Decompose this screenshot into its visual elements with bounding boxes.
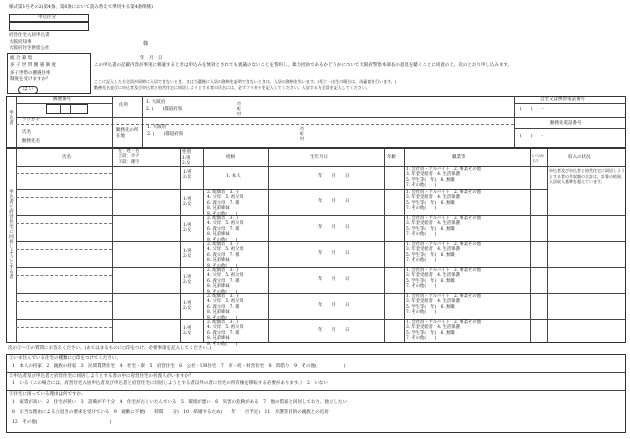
row4-occupation[interactable]: 1. 会社員・アルバイト 2. 事業その他 3. 年金受給者 4. 生活保護 5. 学生等( 年) 6. 無職 7. その他( ): [406, 242, 481, 264]
col-income-header: 収入の状況: [568, 155, 591, 160]
q3-line1[interactable]: 1 家賃が高い 2 住宅が狭い 3 設備が不十分 4 住宅が古くいたんでいる 5 環境が悪い 6 災害の危険がある 7 他の借家と同居しており、独立したい: [12, 400, 348, 405]
row7-occupation[interactable]: 1. 会社員・アルバイト 2. 事業その他 3. 年金受給者 4. 生活保護 5. 学生等( 年) 6. 無職 7. その他( ): [406, 320, 481, 342]
household-side-label: 申込者と府営住宅に同居しようとする者: [9, 190, 14, 280]
row2-occupation[interactable]: 1. 会社員・アルバイト 2. 事業その他 3. 年金受給者 4. 生活保護 5. 学生等( 年) 6. 無職 7. その他( ): [406, 190, 481, 212]
col-applied-header: いつから?: [532, 153, 544, 163]
income-note: 申込者及び申込者と府営住宅に同居しようとする者の月収額の合計は、計算の結果、入居収入基準を超えています。: [549, 168, 625, 184]
row5-sex[interactable]: 1:男 2:女: [183, 275, 192, 286]
row3-occupation[interactable]: 1. 会社員・アルバイト 2. 事業その他 3. 年金受給者 4. 生活保護 5. 学生等( 年) 6. 無職 7. その他( ): [406, 216, 481, 238]
row7-relation[interactable]: 2. 配偶者 3. 子 4. 父母 5. 祖父母 6. 義父母 7. 孫 8. 兄弟姉妹 9. その他( ): [207, 320, 244, 347]
row2-relation[interactable]: 2. 配偶者 3. 子 4. 父母 5. 祖父母 6. 義父母 7. 孫 8. 兄弟姉妹 9. その他( ): [207, 190, 244, 217]
workplace-option-2[interactable]: 2. ( )都道府県: [147, 132, 184, 137]
row3-relation[interactable]: 2. 配偶者 3. 子 4. 父母 5. 祖父母 6. 義父母 7. 孫 8. 兄弟姉妹 9. その他( ): [207, 216, 244, 243]
col-sex-header-options: 1:男 2:女: [182, 156, 191, 167]
q3-title: ③住宅に困っている理由は何ですか。: [9, 392, 86, 397]
addressee-line3: 大阪府住宅供給公社: [9, 46, 50, 51]
addressee-line2: 大阪府知事: [9, 40, 32, 45]
row6-birth[interactable]: 年 月 日: [318, 303, 350, 308]
row6-sex[interactable]: 1:男 2:女: [183, 301, 192, 312]
row1-sex[interactable]: 1:男 2:女: [183, 170, 192, 181]
row4-birth[interactable]: 年 月 日: [318, 251, 350, 256]
pledge-3: 勤務先名並びに申込者及び申込者と府営住宅に同居しようとする者の氏名には、必ずフリガナを記入してください。入居する方全員を記入してください。: [94, 85, 370, 90]
col-relation-header: 続柄: [226, 155, 235, 160]
pledge-2: ここに記入した方全員が同時に入居できないとき、又は当選後に入居の資格を証明できないときは、入居の資格を失います。(死亡・出生の場合は、再審査を行います。): [94, 79, 397, 84]
questions-intro: 次の①～③の質問にお答えください。(あてはまるものに○印をつけ、必要事項を記入してください。): [8, 346, 212, 351]
applicant-side-label: 申込者: [9, 111, 14, 126]
address-label: 住所: [119, 103, 128, 108]
address-option-1[interactable]: 1. 大阪府: [146, 100, 166, 105]
pledge-1: この申込書の記載内容が事実に相違するときは申込みを無効とされても異議のないことを誓約し、暴力団員であるかどうかについて大阪府警察本部長の意見を聴くことに同意の上、次のとおり申し込みます。: [94, 63, 513, 68]
addressee-line1: 府営住宅入居申込書: [9, 33, 50, 38]
form-title: 様式第1号その2(第4条、第6条において読み替えて準用する第4条関係): [9, 5, 153, 10]
col-age-header: 年齢: [387, 155, 396, 160]
row7-sex[interactable]: 1:男 2:女: [183, 326, 192, 337]
workplace-city-label: 市町村: [300, 126, 304, 141]
row6-occupation[interactable]: 1. 会社員・アルバイト 2. 事業その他 3. 年金受給者 4. 生活保護 5. 学生等( 年) 6. 無職 7. その他( ): [406, 294, 481, 316]
phone-work-label: 勤務先電話番号: [550, 121, 582, 126]
row5-occupation[interactable]: 1. 会社員・アルバイト 2. 事業その他 3. 年金受給者 4. 生活保護 5. 学生等( 年) 6. 無職 7. その他( ): [406, 268, 481, 290]
q1-options[interactable]: 1 本人の持家 2 親族の持家 3 民間賃貸住宅 4 社宅・寮 5 府営住宅 6 公社・UR住宅 7 市・町・村営住宅 8 間借り 9 その他( ): [12, 364, 346, 369]
workplace-label: 勤務先の所在地: [116, 128, 139, 139]
employer-label: 勤務先名: [22, 139, 40, 144]
col-furigana-note: 左：姓・名 上段：カナ 下段：漢字: [118, 149, 140, 165]
row7-birth[interactable]: 年 月 日: [318, 328, 350, 333]
col-occupation-header: 職業等: [452, 155, 466, 160]
preference-line2: 多 子 世 帯 優 遇 制 度: [10, 63, 57, 68]
addressee-honorific: 様: [143, 41, 149, 47]
furigana-label: フリガナ: [22, 118, 40, 123]
applicant-category-label: 申込区分: [38, 14, 56, 20]
row5-birth[interactable]: 年 月 日: [318, 277, 350, 282]
address-city-label: 市町村: [237, 101, 241, 116]
q2-title: ②申込者及び申込者と府営住宅に同居しようとする者の中に府営住宅の名義人がいますか？: [9, 374, 194, 379]
q1-title: ①いま住んでいる住宅の種類に○印をつけてください。: [9, 356, 121, 361]
phone-work-field[interactable]: ( ) -: [520, 134, 544, 139]
row1-relation: 1. 本人: [226, 174, 241, 179]
row4-sex[interactable]: 1:男 2:女: [183, 249, 192, 260]
q3-line2[interactable]: 8 正当な理由による立退きの要求を受けている 9 通勤に不便( 時間 分) 10 結婚するため( 年 月予定) 11 介護等目的の親族との近居: [12, 410, 329, 415]
row4-relation[interactable]: 2. 配偶者 3. 子 4. 父母 5. 祖父母 6. 義父母 7. 孫 8. 兄弟姉妹 9. その他( ): [207, 242, 244, 269]
applicant-category-field[interactable]: [9, 22, 89, 31]
row2-sex[interactable]: 1:男 2:女: [183, 197, 192, 208]
col-sex-header: 性別: [182, 150, 191, 155]
row3-birth[interactable]: 年 月 日: [318, 225, 350, 230]
col-name-header: 氏名: [62, 155, 71, 160]
row1-birth[interactable]: 年 月 日: [318, 174, 350, 179]
row2-birth[interactable]: 年 月 日: [318, 199, 350, 204]
date-label: 年 月 日: [140, 56, 163, 61]
phone-home-field[interactable]: ( ) -: [520, 107, 544, 112]
phone-home-label: 自宅又は携帯電話番号: [540, 97, 585, 102]
address-option-2[interactable]: 2. ( )都道府県: [146, 107, 183, 112]
postal-code-field[interactable]: [46, 104, 88, 114]
preference-line4: 制度を受けますか？: [10, 77, 51, 82]
preference-line3: 多子世帯の優遇住率: [10, 71, 51, 76]
col-birth-header: 生年月日: [310, 155, 328, 160]
row3-sex[interactable]: 1:男 2:女: [183, 223, 192, 234]
preference-answer[interactable]: は い: [18, 86, 38, 94]
q3-line3[interactable]: 12 その他( ): [12, 420, 112, 425]
q2-options[interactable]: 1 いる（この場合には、府営住宅入居申込者及び申込者と府営住宅に同居しようとする者以外の者に住宅の所有権を移転する必要があります。） 2 いない: [12, 381, 328, 386]
applicant-name-label: 氏名: [22, 130, 31, 135]
row5-relation[interactable]: 2. 配偶者 3. 子 4. 父母 5. 祖父母 6. 義父母 7. 孫 8. 兄弟姉妹 9. その他( ): [207, 268, 244, 295]
row1-occupation[interactable]: 1. 会社員・アルバイト 2. 事業その他 3. 年金受給者 4. 生活保護 5. 学生等( 年) 6. 無職 7. その他( ): [406, 167, 481, 189]
row6-relation[interactable]: 2. 配偶者 3. 子 4. 父母 5. 祖父母 6. 義父母 7. 孫 8. 兄弟姉妹 9. その他( ): [207, 294, 244, 321]
workplace-option-1[interactable]: 1. 大阪府: [147, 125, 167, 130]
preference-line1: 総 合 募 集: [10, 56, 33, 61]
household-table: [6, 148, 626, 343]
postal-label: 郵便番号: [53, 97, 71, 102]
